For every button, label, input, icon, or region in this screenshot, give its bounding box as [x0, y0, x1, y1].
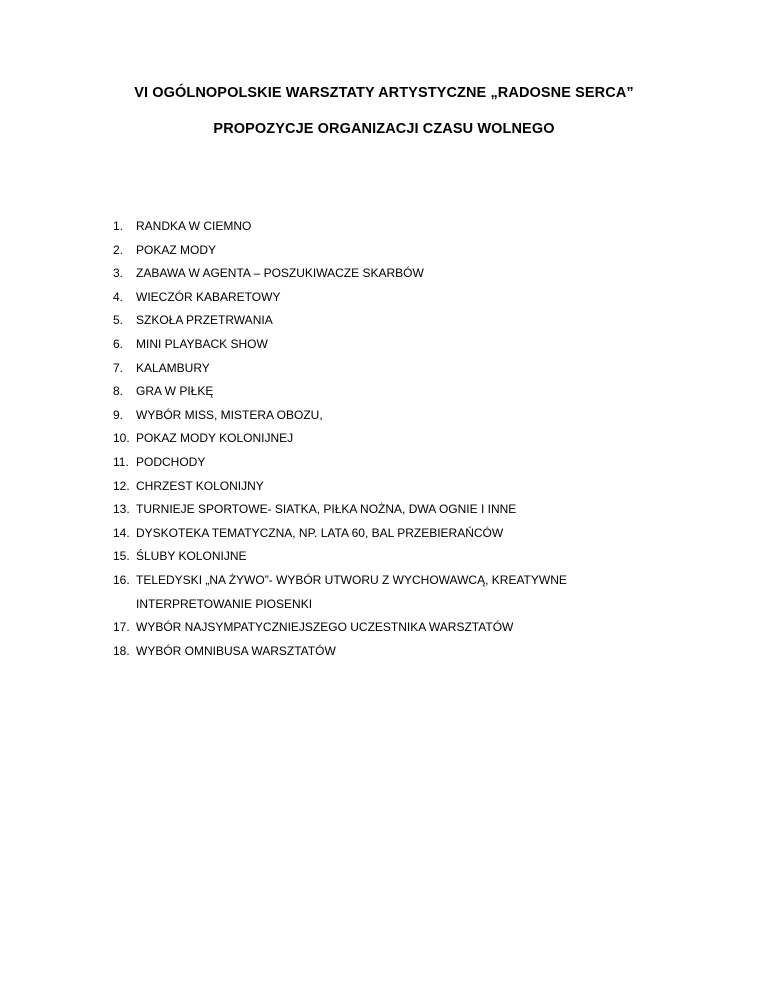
- list-item: [113, 286, 567, 310]
- list-item-number: 9.: [113, 407, 124, 422]
- list-item-text: WIECZÓR KABARETOWY: [136, 289, 281, 304]
- list-item: [113, 404, 567, 428]
- list-item: [113, 262, 567, 286]
- list-item: [113, 451, 567, 475]
- list-item-text: TURNIEJE SPORTOWE- SIATKA, PIŁKA NOŻNA, DWA OGNIE I INNE: [136, 502, 517, 517]
- list-item-number: 4.: [113, 289, 124, 304]
- list-item-number: 5.: [113, 313, 124, 328]
- list-item: [113, 357, 567, 381]
- list-item-number: 12.: [113, 478, 130, 493]
- list-item-text: CHRZEST KOLONIJNY: [136, 478, 264, 493]
- document-subtitle: PROPOZYCJE ORGANIZACJI CZASU WOLNEGO: [213, 121, 555, 137]
- list-item-number: 17.: [113, 620, 130, 635]
- list-item-number: 15.: [113, 549, 130, 564]
- list-item: [113, 569, 567, 593]
- list-item-text: DYSKOTEKA TEMATYCZNA, NP. LATA 60, BAL PRZEBIERAŃCÓW: [136, 525, 504, 540]
- list-item-text: RANDKA W CIEMNO: [136, 219, 252, 233]
- list-item: [113, 309, 567, 333]
- list-item-text: POKAZ MODY: [136, 242, 217, 257]
- list-item: [113, 239, 567, 263]
- list-item-number: 6.: [113, 336, 124, 351]
- list-item-text: ŚLUBY KOLONIJNE: [136, 549, 247, 564]
- list-item-number: 14.: [113, 525, 130, 540]
- list-item-text: WYBÓR MISS, MISTERA OBOZU,: [136, 407, 323, 422]
- list-item-text: GRA W PIŁKĘ: [136, 384, 214, 399]
- list-item: [113, 640, 567, 664]
- list-item-number: 16.: [113, 572, 130, 587]
- list-item: [113, 498, 567, 522]
- list-item-text: TELEDYSKI „NA ŻYWO”- WYBÓR UTWORU Z WYCHOWAWCĄ, KREATYWNE: [136, 572, 567, 587]
- list-item-text: WYBÓR NAJSYMPATYCZNIEJSZEGO UCZESTNIKA WARSZTATÓW: [136, 620, 514, 635]
- list-item-number: 2.: [113, 242, 124, 257]
- list-item-number: 3.: [113, 266, 124, 281]
- list-item-number: 1.: [113, 219, 124, 233]
- list-item: [113, 427, 567, 451]
- list-item-text: SZKOŁA PRZETRWANIA: [136, 313, 273, 328]
- list-item: [113, 616, 567, 640]
- list-item-number: 13.: [113, 502, 130, 517]
- list-item: [113, 545, 567, 569]
- list-item-text: WYBÓR OMNIBUSA WARSZTATÓW: [136, 643, 336, 658]
- activities-list: [113, 215, 567, 663]
- list-item: [113, 522, 567, 546]
- list-item: [113, 380, 567, 404]
- list-item: [113, 333, 567, 357]
- list-item: [113, 475, 567, 499]
- list-item-text: POKAZ MODY KOLONIJNEJ: [136, 431, 294, 446]
- list-item-number: 8.: [113, 384, 124, 399]
- document-title: VI OGÓLNOPOLSKIE WARSZTATY ARTYSTYCZNE „RADOSNE SERCA”: [134, 85, 634, 101]
- list-item-number: 10.: [113, 431, 130, 446]
- list-item-text: KALAMBURY: [136, 360, 210, 375]
- list-item-number: 18.: [113, 643, 130, 658]
- list-item-text: ZABAWA W AGENTA – POSZUKIWACZE SKARBÓW: [136, 266, 424, 281]
- list-item-continuation: INTERPRETOWANIE PIOSENKI: [136, 596, 313, 611]
- list-item-number: 11.: [113, 454, 129, 469]
- list-item-text: PODCHODY: [136, 454, 206, 469]
- list-item-text: MINI PLAYBACK SHOW: [136, 336, 268, 351]
- list-item-number: 7.: [113, 360, 124, 375]
- list-item: [113, 215, 567, 239]
